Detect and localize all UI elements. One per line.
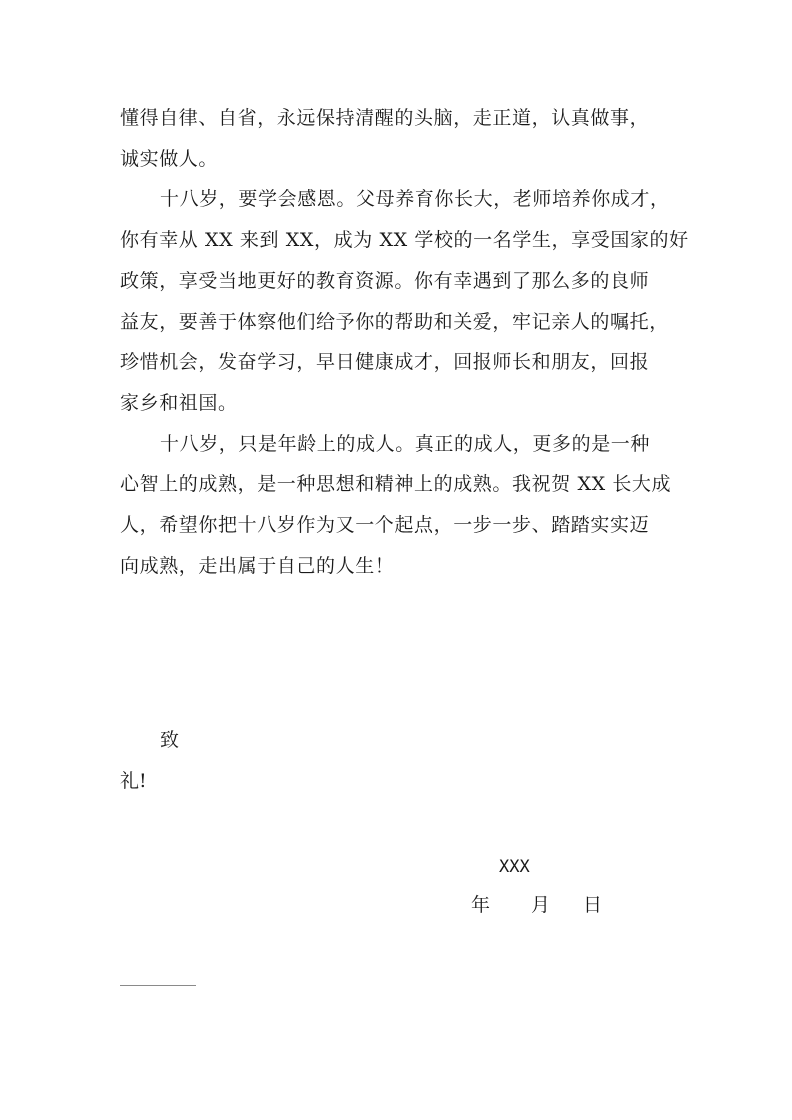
closing-salutation-li: 礼!	[120, 770, 147, 792]
text-line: 家乡和祖国。	[120, 391, 238, 414]
text-line: 心智上的成熟，是一种思想和精神上的成熟。我祝贺 XX 长大成	[120, 473, 672, 496]
letter-body	[120, 98, 689, 586]
text-line: 益友，要善于体察他们给予你的帮助和关爱，牢记亲人的嘱托，	[120, 310, 669, 333]
signature-date	[471, 890, 602, 920]
text-line: 珍惜机会，发奋学习，早日健康成才，回报师长和朋友，回报	[120, 351, 650, 374]
paragraph-self-discipline	[120, 98, 680, 179]
paragraph-maturity	[120, 424, 680, 587]
text-line: 懂得自律、自省，永远保持清醒的头脑，走正道，认真做事，	[120, 107, 650, 129]
text-line: 十八岁，要学会感恩。父母养育你长大，老师培养你成才，	[160, 188, 670, 211]
signature-name: XXX	[499, 857, 530, 877]
text-line: 你有幸从 XX 来到 XX，成为 XX 学校的一名学生，享受国家的好	[120, 229, 689, 252]
date-month-label: 月	[531, 894, 551, 916]
closing-salutation-zhi: 致	[160, 729, 180, 751]
footnote-divider	[120, 985, 196, 986]
text-line: 政策，享受当地更好的教育资源。你有幸遇到了那么多的良师	[120, 269, 650, 292]
text-line: 向成熟，走出属于自己的人生！	[120, 554, 395, 577]
text-line: 十八岁，只是年龄上的成人。真正的成人，更多的是一种	[160, 432, 651, 455]
text-line: 诚实做人。	[120, 147, 219, 170]
paragraph-gratitude	[120, 179, 689, 423]
date-year-label: 年	[471, 894, 491, 916]
text-line: 人，希望你把十八岁作为又一个起点，一步一步、踏踏实实迈	[120, 514, 650, 537]
date-day-label: 日	[583, 894, 603, 916]
